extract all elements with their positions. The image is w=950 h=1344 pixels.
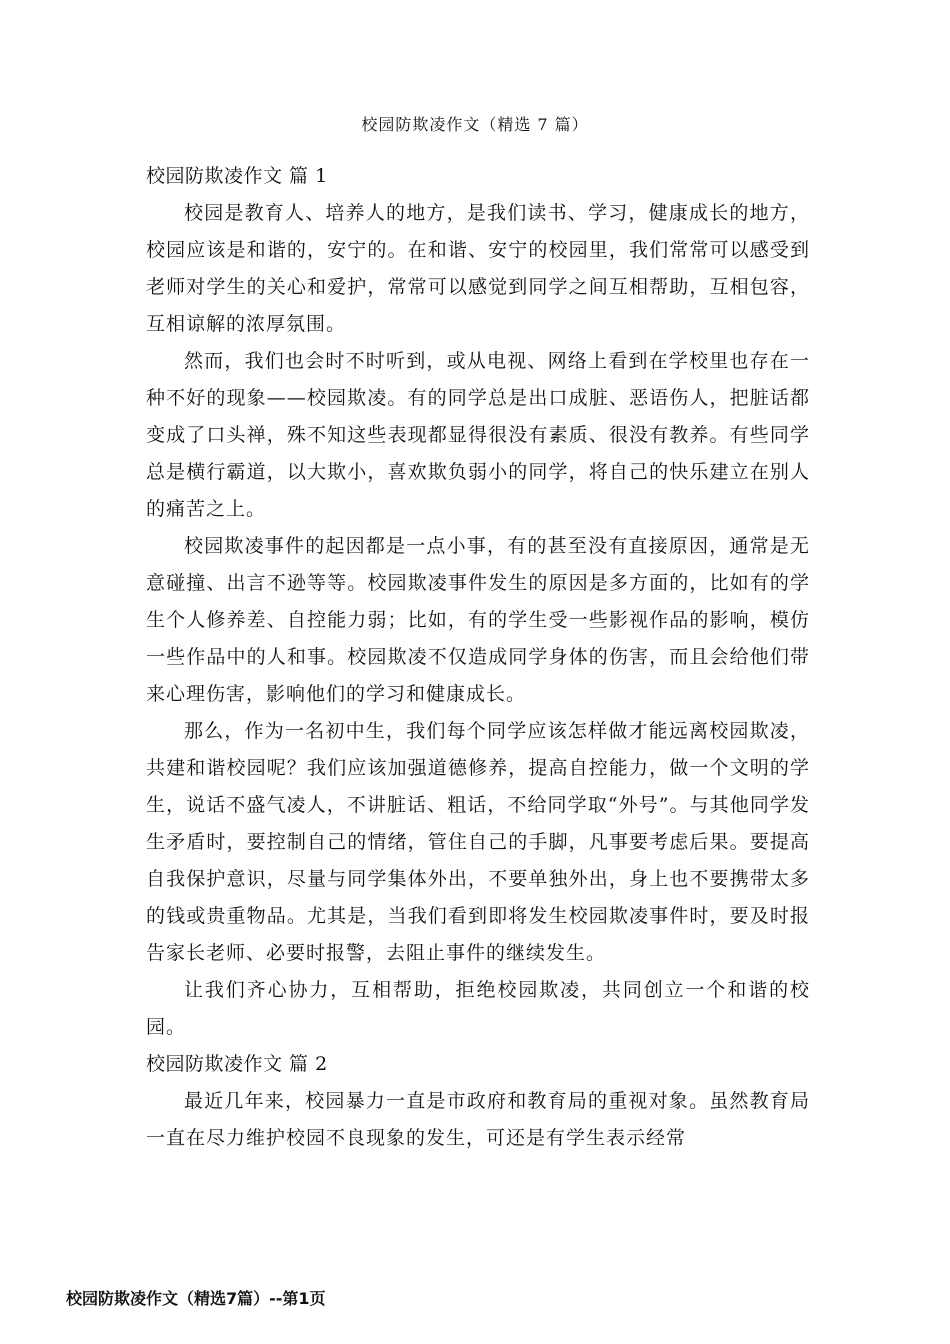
paragraph: 让我们齐心协力，互相帮助，拒绝校园欺凌，共同创立一个和谐的校园。 — [146, 979, 810, 1038]
essay-section-1 — [146, 158, 810, 1046]
paragraph: 然而，我们也会时不时听到，或从电视、网络上看到在学校里也存在一种不好的现象——校园欺凌。有的同学总是出口成脏、恶语伤人，把脏话都变成了口头禅，殊不知这些表现都显得很没有素质、很没有教养。有些同学总是横行霸道，以大欺小，喜欢欺负弱小的同学，将自己的快乐建立在别人的痛苦之上。 — [146, 350, 810, 520]
paragraph: 最近几年来，校园暴力一直是市政府和教育局的重视对象。虽然教育局一直在尽力维护校园不良现象的发生，可还是有学生表示经常 — [146, 1090, 810, 1149]
essay-section-2 — [146, 1046, 810, 1157]
paragraph: 那么，作为一名初中生，我们每个同学应该怎样做才能远离校园欺凌，共建和谐校园呢？我们应该加强道德修养，提高自控能力，做一个文明的学生，说话不盛气凌人，不讲脏话、粗话，不给同学取“外号”。与其他同学发生矛盾时，要控制自己的情绪，管住自己的手脚，凡事要考虑后果。要提高自我保护意识，尽量与同学集体外出，不要单独外出，身上也不要携带太多的钱或贵重物品。尤其是，当我们看到即将发生校园欺凌事件时，要及时报告家长老师、必要时报警，去阻止事件的继续发生。 — [146, 720, 810, 964]
paragraph: 校园欺凌事件的起因都是一点小事，有的甚至没有直接原因，通常是无意碰撞、出言不逊等等。校园欺凌事件发生的原因是多方面的，比如有的学生个人修养差、自控能力弱；比如，有的学生受一些影视作品的影响，模仿一些作品中的人和事。校园欺凌不仅造成同学身体的伤害，而且会给他们带来心理伤害，影响他们的学习和健康成长。 — [146, 535, 810, 705]
section-heading: 校园防欺凌作文 篇 2 — [146, 1053, 328, 1075]
section-heading: 校园防欺凌作文 篇 1 — [146, 165, 328, 187]
document-body — [146, 158, 810, 1157]
page-footer: 校园防欺凌作文（精选7篇）--第1页 — [66, 1289, 326, 1308]
paragraph: 校园是教育人、培养人的地方，是我们读书、学习，健康成长的地方，校园应该是和谐的，安宁的。在和谐、安宁的校园里，我们常常可以感受到老师对学生的关心和爱护，常常可以感觉到同学之间互相帮助，互相包容，互相谅解的浓厚氛围。 — [146, 202, 810, 335]
document-title: 校园防欺凌作文（精选 7 篇） — [361, 115, 589, 134]
